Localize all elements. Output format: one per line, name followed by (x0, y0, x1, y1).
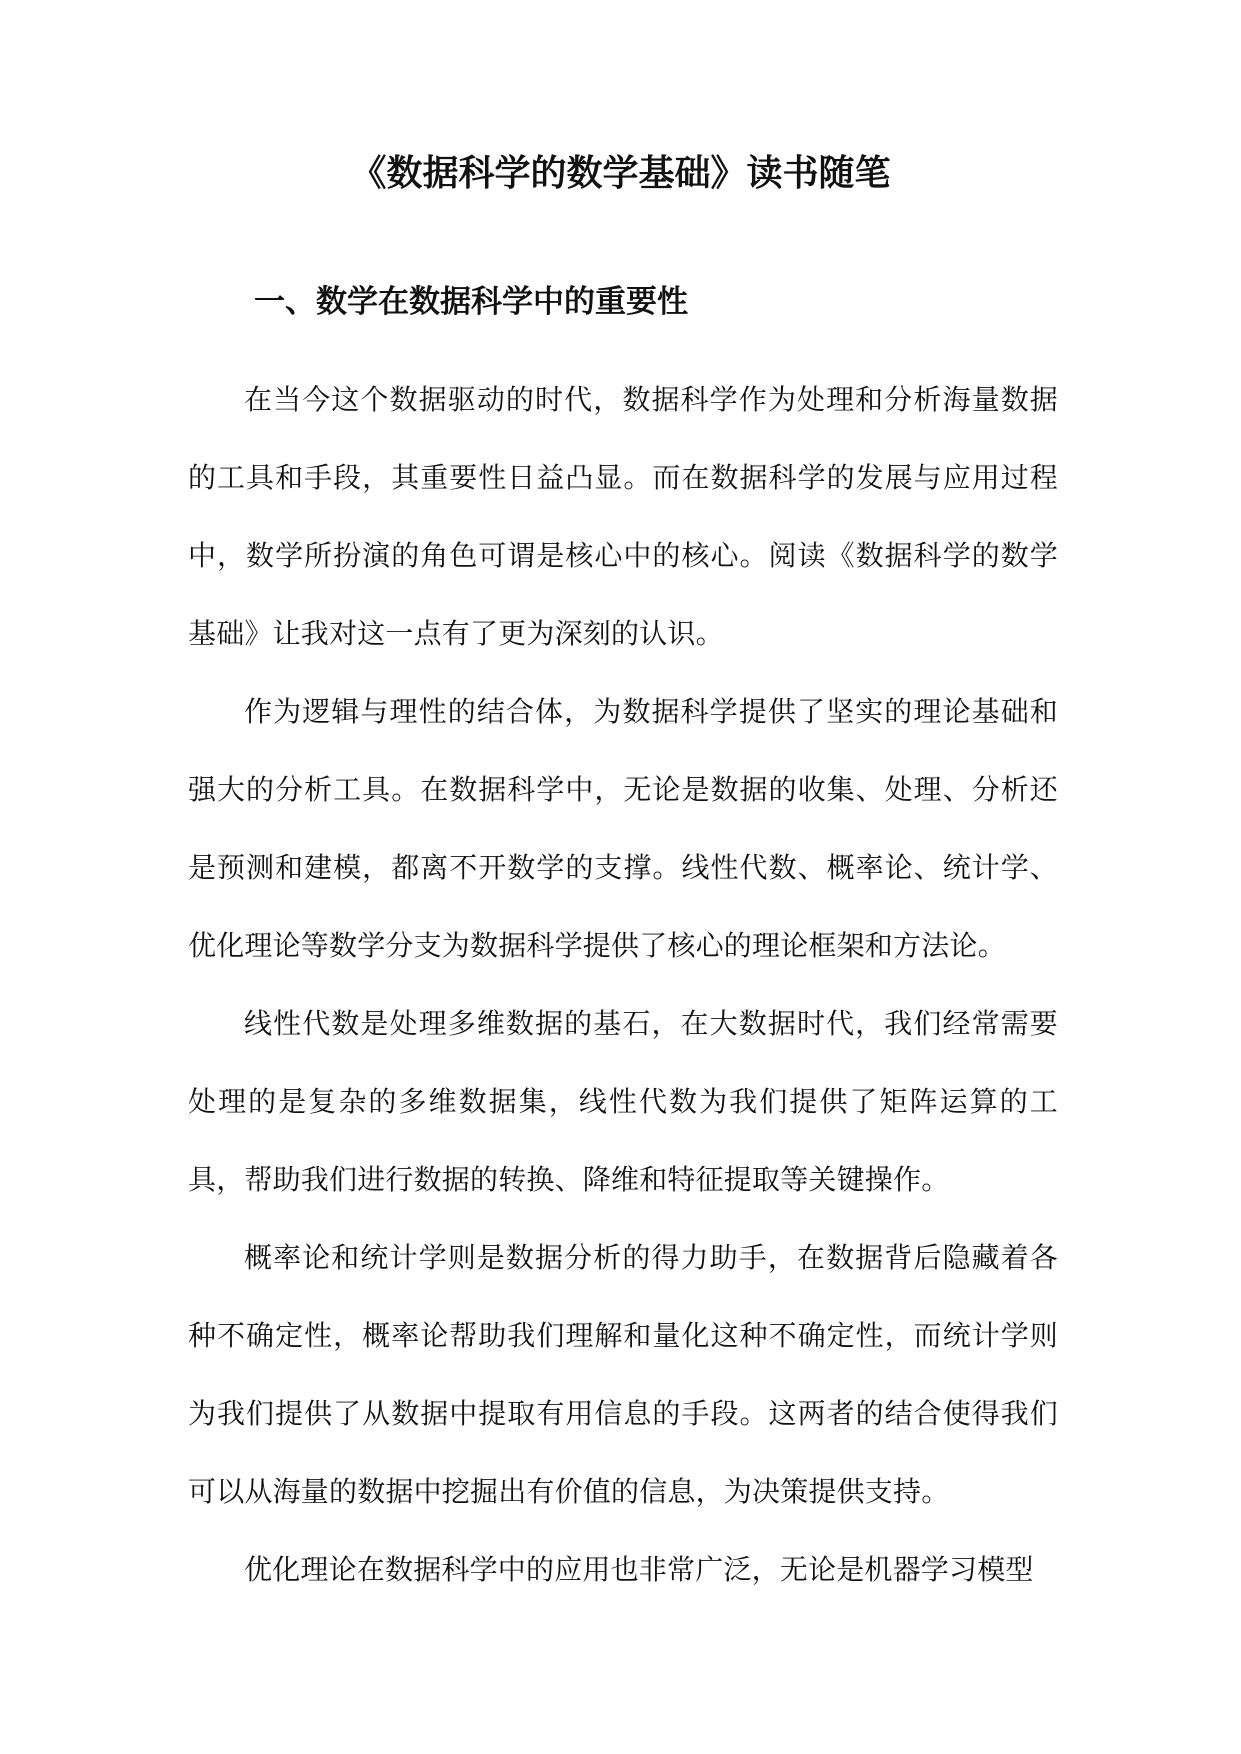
document-title: 《数据科学的数学基础》读书随笔 (350, 153, 891, 194)
paragraph: 优化理论在数据科学中的应用也非常广泛，无论是机器学习模型 (244, 1553, 1034, 1586)
paragraph: 概率论和统计学则是数据分析的得力助手，在数据背后隐藏着各种不确定性，概率论帮助我们理解和量化这种不确定性，而统计学则为我们提供了从数据中提取有用信息的手段。这两者的结合使得我们可以从海量的数据中挖掘出有价值的信息，为决策提供支持。 (188, 1241, 1058, 1508)
paragraph: 作为逻辑与理性的结合体，为数据科学提供了坚实的理论基础和强大的分析工具。在数据科学中，无论是数据的收集、处理、分析还是预测和建模，都离不开数学的支撑。线性代数、概率论、统计学、优化理论等数学分支为数据科学提供了核心的理论框架和方法论。 (188, 695, 1058, 962)
paragraph: 在当今这个数据驱动的时代，数据科学作为处理和分析海量数据的工具和手段，其重要性日益凸显。而在数据科学的发展与应用过程中，数学所扮演的角色可谓是核心中的核心。阅读《数据科学的数学基础》让我对这一点有了更为深刻的认识。 (188, 383, 1058, 650)
paragraph: 线性代数是处理多维数据的基石，在大数据时代，我们经常需要处理的是复杂的多维数据集，线性代数为我们提供了矩阵运算的工具，帮助我们进行数据的转换、降维和特征提取等关键操作。 (188, 1007, 1058, 1196)
section-heading: 一、数学在数据科学中的重要性 (254, 284, 688, 320)
body-text (188, 361, 1058, 1609)
